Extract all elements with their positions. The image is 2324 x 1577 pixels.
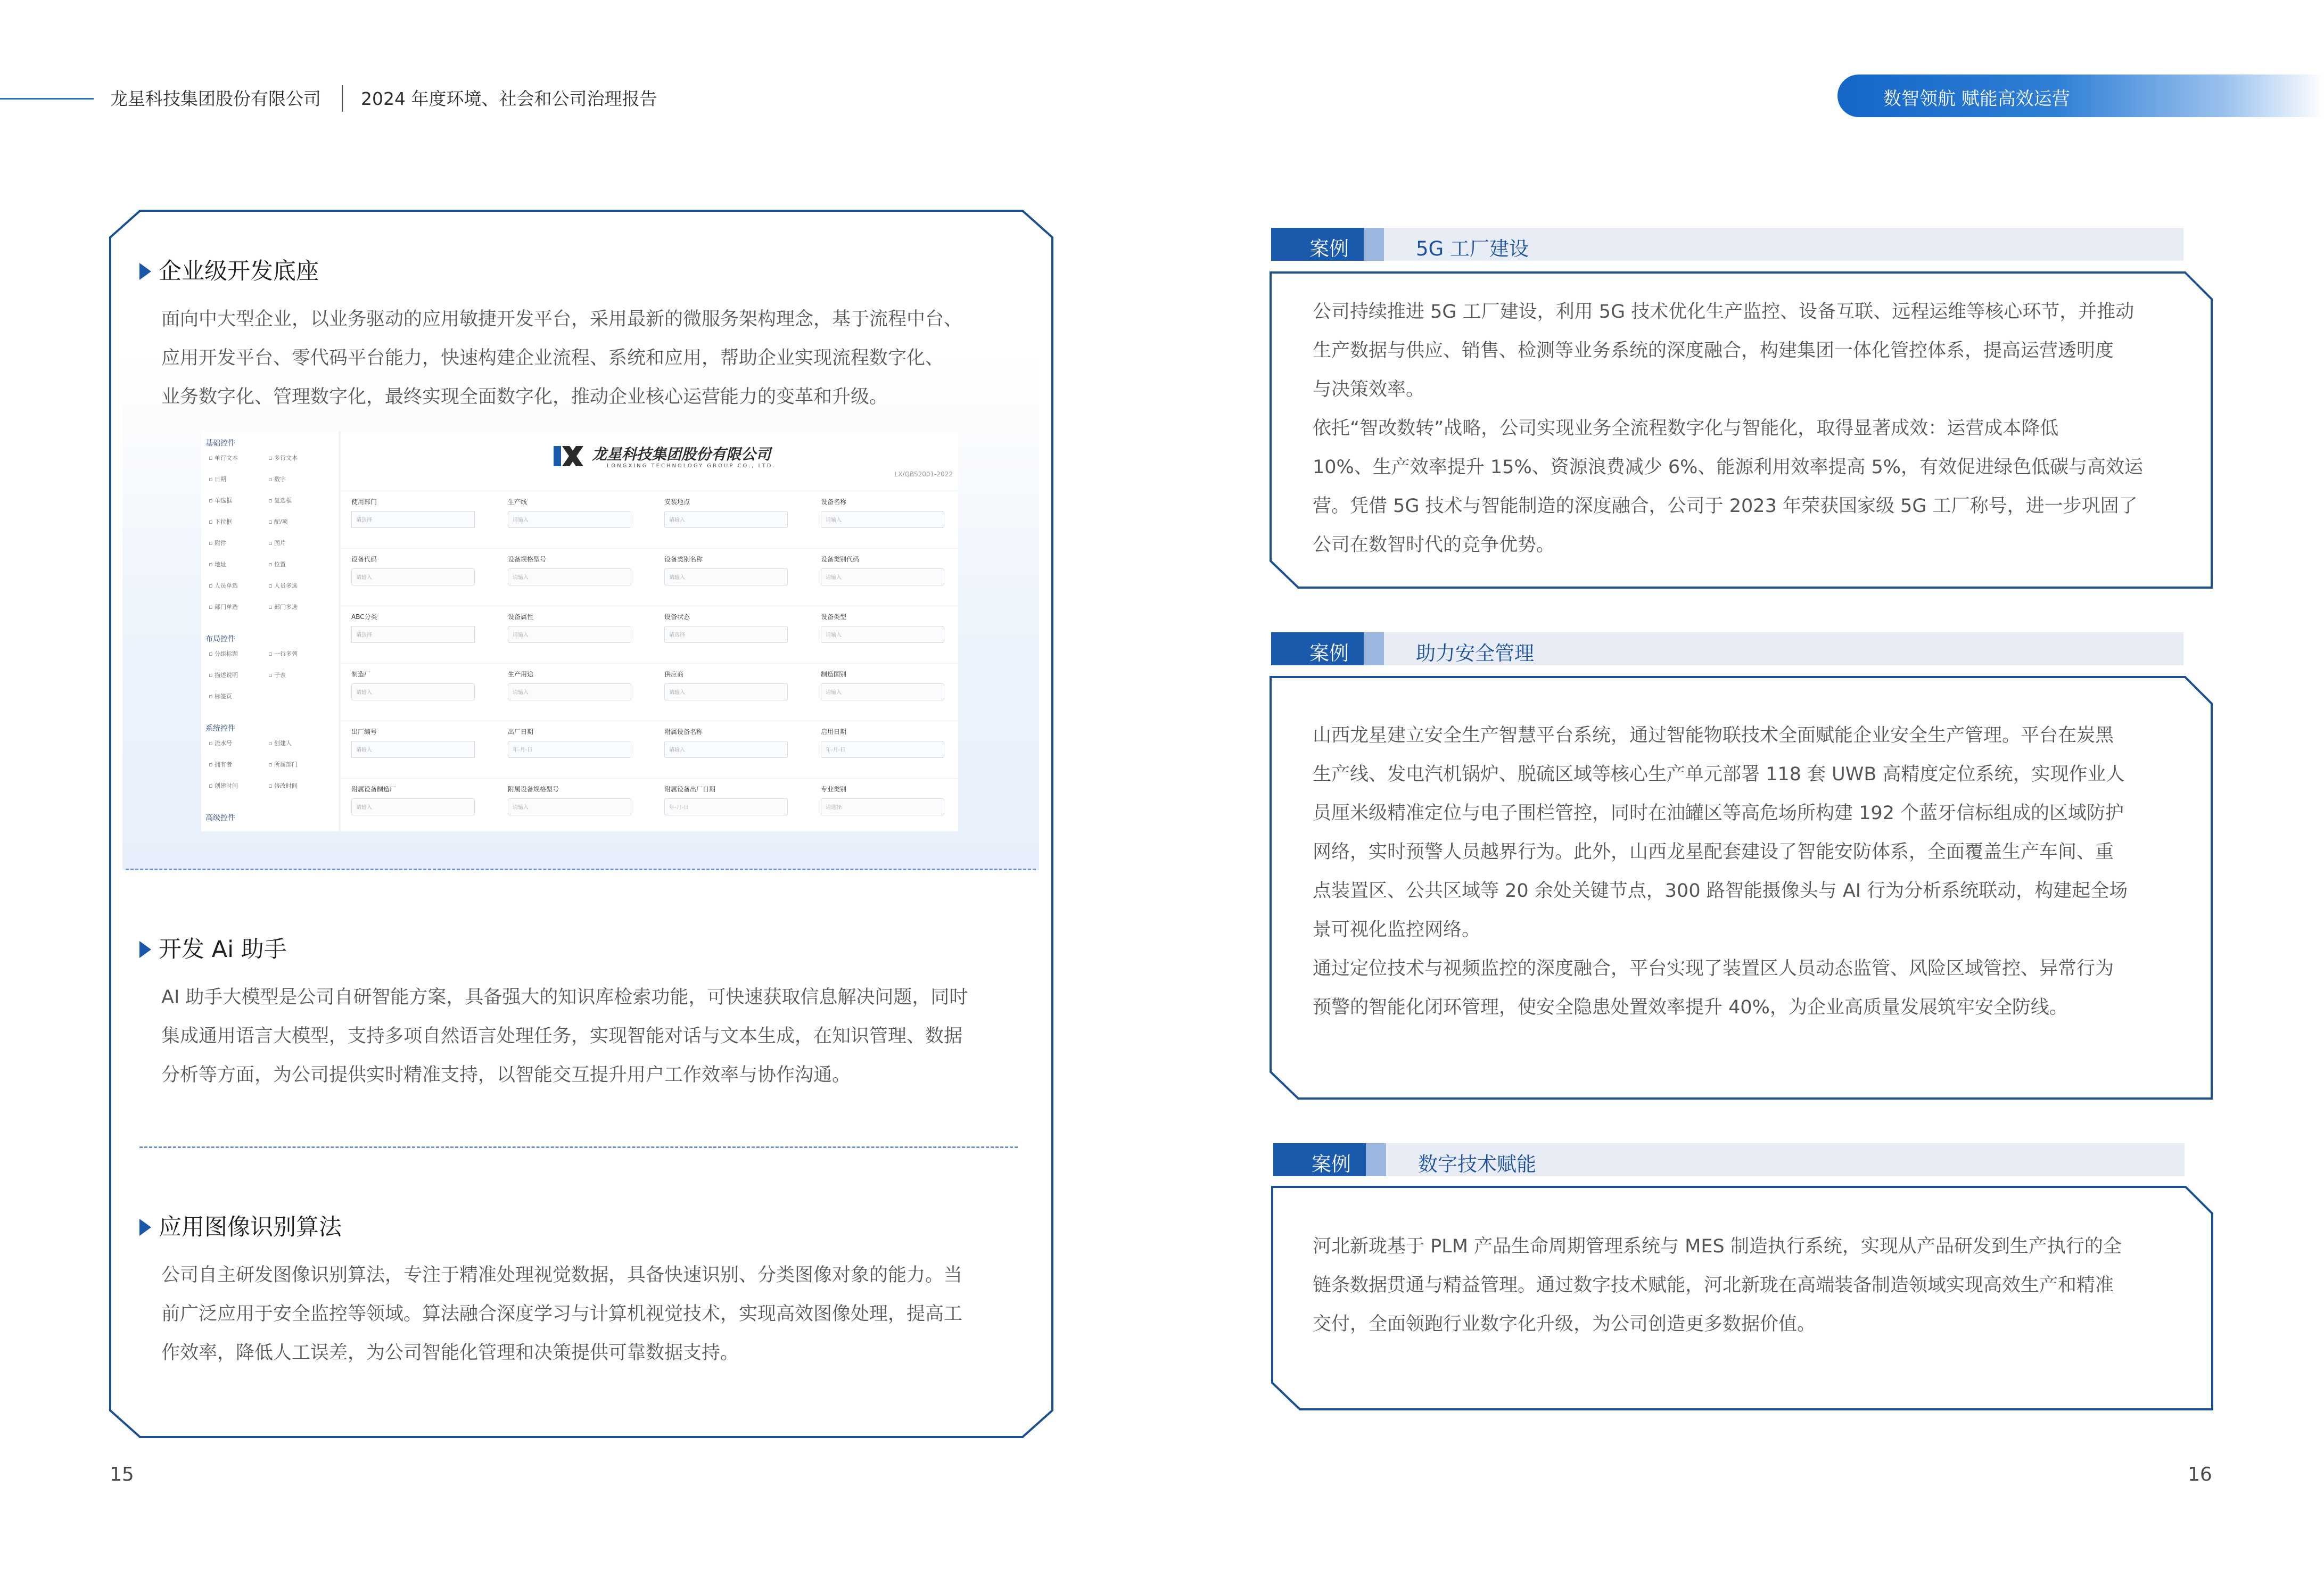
widget-group-title: 高级控件 bbox=[205, 814, 235, 822]
form-field-label: 出厂编号 bbox=[351, 728, 377, 736]
form-field-label: 启用日期 bbox=[821, 728, 847, 736]
form-field-label: 出厂日期 bbox=[508, 728, 534, 736]
form-field-placeholder: 请输入 bbox=[356, 747, 372, 753]
text-line: 10%、生产效率提升 15%、资源浪费减少 6%、能源利用效率提高 5%，有效促进绿色低碳与高效运 bbox=[1313, 457, 2144, 478]
widget-item[interactable]: ▫ 位置 bbox=[268, 561, 286, 568]
page-number-right: 16 bbox=[2188, 1464, 2212, 1485]
form-field-label: 安装地点 bbox=[664, 498, 690, 506]
case-body-5g-factory bbox=[1313, 293, 2186, 565]
form-field-label: 生产用途 bbox=[508, 671, 534, 678]
widget-item[interactable]: ▫ 子表 bbox=[268, 672, 286, 679]
triangle-bullet-icon bbox=[139, 1219, 151, 1236]
widget-item[interactable]: ▫ 图片 bbox=[268, 540, 286, 547]
section-title-image-recognition: 应用图像识别算法 bbox=[139, 1209, 342, 1242]
section-body-image-recognition bbox=[161, 1256, 1024, 1373]
widget-item[interactable]: ▫ 多行文本 bbox=[268, 455, 298, 461]
form-field-input[interactable] bbox=[351, 568, 475, 585]
widget-item[interactable]: ▫ 分组标题 bbox=[209, 650, 238, 657]
form-field-label: 设备类别代码 bbox=[821, 556, 860, 563]
form-field-placeholder: 请输入 bbox=[669, 517, 685, 523]
text-line: 链条数据贯通与精益管理。通过数字技术赋能，河北新珑在高端装备制造领域实现高效生产和精准 bbox=[1313, 1275, 2114, 1296]
form-field-placeholder: 请输入 bbox=[513, 632, 529, 638]
widget-item[interactable]: ▫ 单行文本 bbox=[209, 455, 238, 461]
page-number-left: 15 bbox=[110, 1464, 134, 1485]
header-rule bbox=[0, 98, 94, 100]
form-field-input[interactable] bbox=[821, 511, 944, 528]
form-field-input[interactable] bbox=[821, 683, 944, 700]
form-field-label: 使用部门 bbox=[351, 498, 377, 506]
chapter-badge bbox=[1837, 75, 2324, 117]
triangle-bullet-icon bbox=[139, 941, 151, 958]
form-field-label: 附属设备制造厂 bbox=[351, 786, 397, 793]
text-line: 集成通用语言大模型，支持多项自然语言处理任务，实现智能对话与文本生成，在知识管理、数据 bbox=[161, 1026, 963, 1047]
header-divider bbox=[342, 85, 343, 112]
form-field-input[interactable] bbox=[664, 511, 788, 528]
form-field-label: 设备属性 bbox=[508, 613, 534, 621]
form-field-label: 设备规格型号 bbox=[508, 556, 547, 563]
widget-item[interactable]: ▫ 部门多选 bbox=[268, 604, 298, 610]
widget-item[interactable]: ▫ 数字 bbox=[268, 476, 286, 483]
text-line: 点装置区、公共区域等 20 余处关键节点，300 路智能摄像头与 AI 行为分析系统联动，构建起全场 bbox=[1313, 880, 2128, 902]
case-tag: 案例 bbox=[1271, 632, 1384, 665]
text-line: 营。凭借 5G 技术与智能制造的深度融合，公司于 2023 年荣获国家级 5G 工厂称号，进一步巩固了 bbox=[1313, 496, 2138, 517]
widget-item[interactable]: ▫ 附件 bbox=[209, 540, 226, 547]
form-field-placeholder: 请输入 bbox=[513, 690, 529, 696]
case-title: 助力安全管理 bbox=[1416, 642, 1534, 665]
text-line: 景可视化监控网络。 bbox=[1313, 919, 1481, 940]
widget-item[interactable]: ▫ 所属部门 bbox=[268, 761, 298, 768]
widget-item[interactable]: ▫ 创建人 bbox=[268, 740, 292, 747]
section-body-dev-platform bbox=[161, 300, 1024, 417]
text-line: 与决策效率。 bbox=[1313, 379, 1425, 400]
form-field-placeholder: 请输入 bbox=[513, 575, 529, 581]
form-field-input[interactable] bbox=[351, 741, 475, 758]
form-field-input[interactable] bbox=[508, 568, 631, 585]
section-title-dev-platform: 企业级开发底座 bbox=[139, 253, 319, 286]
form-field-placeholder: 年-月-日 bbox=[669, 805, 689, 811]
case-tag: 案例 bbox=[1273, 1143, 1386, 1176]
form-field-placeholder: 请输入 bbox=[513, 517, 529, 523]
form-field-input[interactable] bbox=[821, 626, 944, 643]
form-field-input[interactable] bbox=[508, 683, 631, 700]
form-field-label: ABC分类 bbox=[351, 613, 377, 621]
form-field-input[interactable] bbox=[351, 798, 475, 815]
form-field-input[interactable] bbox=[821, 568, 944, 585]
form-field-label: 专业类别 bbox=[821, 786, 847, 793]
form-row-divider bbox=[341, 548, 958, 549]
form-field-placeholder: 请输入 bbox=[669, 575, 685, 581]
form-field-placeholder: 请输入 bbox=[669, 747, 685, 753]
text-line: 公司持续推进 5G 工厂建设，利用 5G 技术优化生产监控、设备互联、远程运维等核心环节，并推动 bbox=[1313, 301, 2135, 323]
case-tag: 案例 bbox=[1271, 228, 1384, 261]
form-field-placeholder: 请选择 bbox=[356, 517, 372, 523]
form-field-placeholder: 请选择 bbox=[356, 632, 372, 638]
form-row-divider bbox=[341, 778, 958, 779]
widget-item[interactable]: ▫ 修改时间 bbox=[268, 782, 298, 789]
text-line: 业务数字化、管理数字化，最终实现全面数字化，推动企业核心运营能力的变革和升级。 bbox=[161, 386, 888, 408]
form-field-placeholder: 请输入 bbox=[669, 690, 685, 696]
text-line: 依托“智改数转”战略，公司实现业务全流程数字化与智能化，取得显著成效：运营成本降低 bbox=[1313, 418, 2059, 439]
form-field-label: 设备类别名称 bbox=[664, 556, 703, 563]
form-row-divider bbox=[341, 663, 958, 664]
triangle-bullet-icon bbox=[139, 263, 151, 280]
widget-item[interactable]: ▫ 单选框 bbox=[209, 497, 232, 504]
case-header-digital bbox=[1273, 1143, 2185, 1176]
widget-item[interactable]: ▫ 拥有者 bbox=[209, 761, 232, 768]
form-field-label: 附属设备出厂日期 bbox=[664, 786, 716, 793]
text-line: 山西龙星建立安全生产智慧平台系统，通过智能物联技术全面赋能企业安全生产管理。平台在炭黑 bbox=[1313, 725, 2114, 746]
case-header-5g-factory bbox=[1271, 228, 2183, 261]
text-line: 前广泛应用于安全监控等领域。算法融合深度学习与计算机视觉技术，实现高效图像处理，提高工 bbox=[161, 1303, 963, 1325]
form-field-placeholder: 年-月-日 bbox=[826, 747, 846, 753]
case-title: 数字技术赋能 bbox=[1418, 1153, 1536, 1176]
text-line: 公司自主研发图像识别算法，专注于精准处理视觉数据，具备快速识别、分类图像对象的能力。当 bbox=[161, 1265, 963, 1286]
text-line: 作效率，降低人工误差，为公司智能化管理和决策提供可靠数据支持。 bbox=[161, 1342, 739, 1364]
report-title: 2024 年度环境、社会和公司治理报告 bbox=[361, 88, 657, 109]
widget-item[interactable]: ▫ 复选框 bbox=[268, 497, 292, 504]
widget-item[interactable]: ▫ 配/项 bbox=[268, 518, 288, 525]
form-field-input[interactable] bbox=[821, 741, 944, 758]
form-canvas bbox=[341, 431, 958, 831]
form-field-input[interactable] bbox=[351, 626, 475, 643]
form-field-input[interactable] bbox=[508, 511, 631, 528]
text-line: 员厘米级精准定位与电子围栏管控，同时在油罐区等高危场所构建 192 个蓝牙信标组成的区域防护 bbox=[1313, 803, 2124, 824]
form-field-placeholder: 请输入 bbox=[356, 690, 372, 696]
widget-group-title: 基础控件 bbox=[205, 439, 235, 448]
text-line: 生产线、发电汽机锅炉、脱硫区域等核心生产单元部署 118 套 UWB 高精度定位系统，实现作业人 bbox=[1313, 764, 2125, 785]
form-field-input[interactable] bbox=[508, 741, 631, 758]
section-body-ai-assistant bbox=[161, 978, 1024, 1095]
form-field-label: 设备代码 bbox=[351, 556, 377, 563]
widget-item[interactable]: ▫ 一行多列 bbox=[268, 650, 298, 657]
widget-item[interactable]: ▫ 地址 bbox=[209, 561, 226, 568]
form-field-label: 设备状态 bbox=[664, 613, 690, 621]
form-field-placeholder: 请输入 bbox=[826, 575, 842, 581]
case-body-safety bbox=[1313, 716, 2186, 1027]
text-line: 预警的智能化闭环管理，使安全隐患处置效率提升 40%，为企业高质量发展筑牢安全防线。 bbox=[1313, 997, 2068, 1018]
form-field-placeholder: 请选择 bbox=[669, 632, 685, 638]
case-header-safety bbox=[1271, 632, 2183, 665]
case-title: 5G 工厂建设 bbox=[1416, 237, 1529, 260]
form-field-placeholder: 请输入 bbox=[826, 690, 842, 696]
form-field-input[interactable] bbox=[664, 798, 788, 815]
form-field-label: 附属设备名称 bbox=[664, 728, 703, 736]
form-field-placeholder: 请输入 bbox=[356, 805, 372, 811]
text-line: 河北新珑基于 PLM 产品生命周期管理系统与 MES 制造执行系统，实现从产品研发到生产执行的全 bbox=[1313, 1236, 2122, 1257]
form-field-placeholder: 请输入 bbox=[826, 517, 842, 523]
text-line: 通过定位技术与视频监控的深度融合，平台实现了装置区人员动态监管、风险区域管控、异常行为 bbox=[1313, 958, 2114, 979]
text-line: 交付，全面领跑行业数字化升级，为公司创造更多数据价值。 bbox=[1313, 1314, 1816, 1335]
section-title-ai-assistant: 开发 Ai 助手 bbox=[139, 931, 287, 964]
widget-item[interactable]: ▫ 标签页 bbox=[209, 693, 232, 700]
platform-screenshot bbox=[201, 431, 958, 831]
form-field-input[interactable] bbox=[664, 683, 788, 700]
form-field-placeholder: 请输入 bbox=[356, 575, 372, 581]
form-field-placeholder: 年-月-日 bbox=[513, 747, 533, 753]
form-field-label: 设备类型 bbox=[821, 613, 847, 621]
widget-item[interactable]: ▫ 流水号 bbox=[209, 740, 232, 747]
section-divider bbox=[126, 869, 1036, 870]
widget-group-title: 系统控件 bbox=[205, 724, 235, 733]
form-field-placeholder: 请输入 bbox=[826, 632, 842, 638]
widget-item[interactable]: ▫ 日期 bbox=[209, 476, 226, 483]
form-field-input[interactable] bbox=[508, 798, 631, 815]
widget-item[interactable]: ▫ 创建时间 bbox=[209, 782, 238, 789]
form-field-input[interactable] bbox=[351, 511, 475, 528]
section-divider bbox=[139, 1146, 1018, 1148]
form-field-label: 制造厂 bbox=[351, 671, 371, 678]
logo-english-text: LONGXING TECHNOLOGY GROUP CO., LTD. bbox=[607, 463, 776, 469]
text-line: 面向中大型企业，以业务驱动的应用敏捷开发平台，采用最新的微服务架构理念，基于流程中台、 bbox=[161, 309, 963, 330]
text-line: 公司在数智时代的竞争优势。 bbox=[1313, 534, 1555, 556]
document-code: LX/QBS2001-2022 bbox=[894, 470, 953, 478]
text-line: 分析等方面，为公司提供实时精准支持，以智能交互提升用户工作效率与协作沟通。 bbox=[161, 1064, 851, 1086]
form-field-input[interactable] bbox=[821, 798, 944, 815]
text-line: 生产数据与供应、销售、检测等业务系统的深度融合，构建集团一体化管控体系，提高运营透明度 bbox=[1313, 340, 2114, 361]
text-line: 网络，实时预警人员越界行为。此外，山西龙星配套建设了智能安防体系，全面覆盖生产车间、重 bbox=[1313, 841, 2114, 863]
widget-item[interactable]: ▫ 人员多选 bbox=[268, 582, 298, 589]
widget-item[interactable]: ▫ 部门单选 bbox=[209, 604, 238, 610]
form-field-input[interactable] bbox=[351, 683, 475, 700]
form-field-input[interactable] bbox=[664, 626, 788, 643]
form-field-input[interactable] bbox=[508, 626, 631, 643]
case-body-digital bbox=[1313, 1227, 2186, 1344]
form-field-label: 生产线 bbox=[508, 498, 528, 506]
form-field-input[interactable] bbox=[664, 741, 788, 758]
widget-item[interactable]: ▫ 人员单选 bbox=[209, 582, 238, 589]
company-logo-icon bbox=[554, 446, 583, 466]
widget-item[interactable]: ▫ 描述说明 bbox=[209, 672, 238, 679]
form-field-label: 供应商 bbox=[664, 671, 684, 678]
widget-group-title: 布局控件 bbox=[205, 635, 235, 643]
logo-chinese-text: 龙星科技集团股份有限公司 bbox=[592, 445, 771, 463]
widget-sidebar bbox=[201, 431, 339, 831]
form-field-label: 附属设备规格型号 bbox=[508, 786, 559, 793]
chapter-badge-label: 数智领航 赋能高效运营 bbox=[1883, 88, 2070, 110]
form-field-label: 制造国别 bbox=[821, 671, 847, 678]
form-field-input[interactable] bbox=[664, 568, 788, 585]
text-line: AI 助手大模型是公司自研智能方案，具备强大的知识库检索功能，可快速获取信息解决问题，同时 bbox=[161, 987, 968, 1008]
form-field-placeholder: 请输入 bbox=[513, 805, 529, 811]
form-field-placeholder: 请选择 bbox=[826, 805, 842, 811]
form-field-label: 设备名称 bbox=[821, 498, 847, 506]
company-name: 龙星科技集团股份有限公司 bbox=[110, 88, 321, 109]
text-line: 应用开发平台、零代码平台能力，快速构建企业流程、系统和应用，帮助企业实现流程数字化、 bbox=[161, 348, 944, 369]
widget-item[interactable]: ▫ 下拉框 bbox=[209, 518, 232, 525]
